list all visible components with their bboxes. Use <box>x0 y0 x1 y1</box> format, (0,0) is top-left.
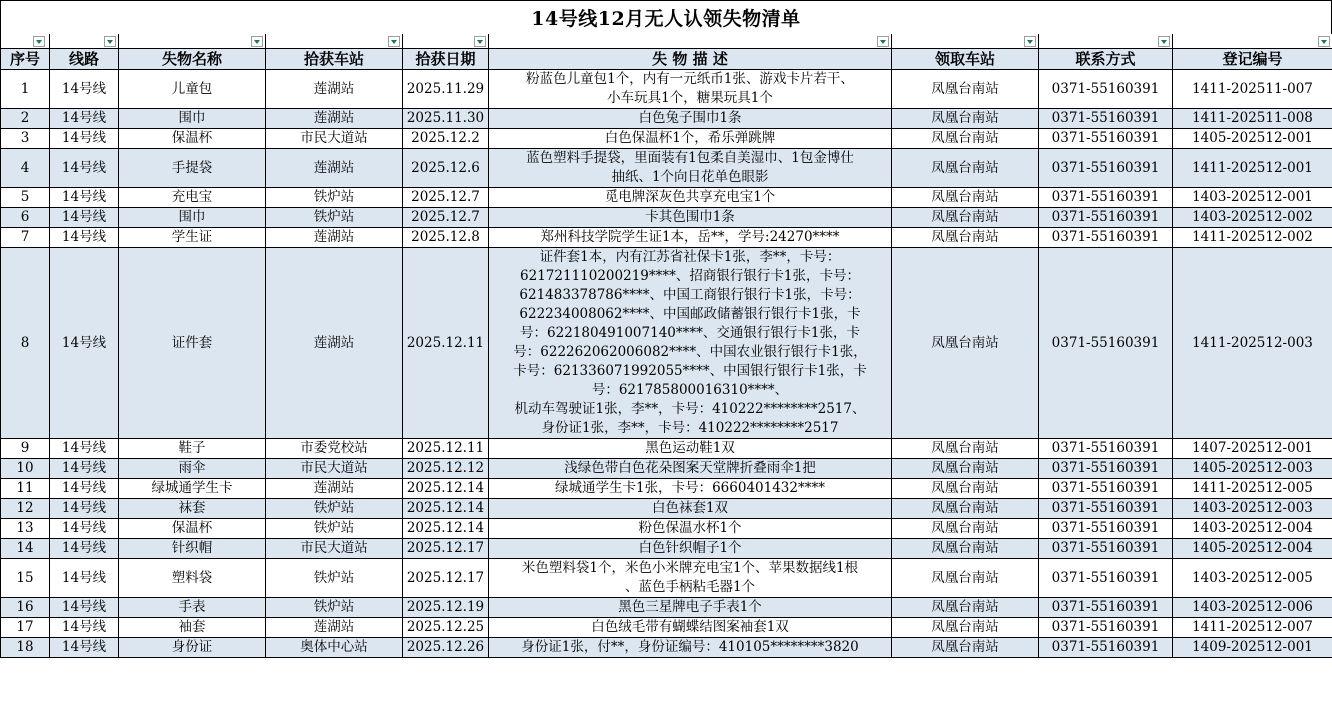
cell-item-name[interactable]: 绿城通学生卡 <box>119 479 266 499</box>
cell-item-name[interactable]: 围巾 <box>119 208 266 228</box>
cell-item-name[interactable]: 手表 <box>119 598 266 618</box>
cell-registration-no[interactable]: 1405-202512-004 <box>1173 539 1332 559</box>
cell-description[interactable] <box>489 248 892 439</box>
cell-contact[interactable]: 0371-55160391 <box>1039 598 1173 618</box>
table-row <box>1 459 1332 479</box>
cell-found-station[interactable]: 铁炉站 <box>266 208 403 228</box>
cell-no[interactable]: 8 <box>1 248 50 439</box>
cell-contact[interactable]: 0371-55160391 <box>1039 559 1173 598</box>
filter-dropdown-icon[interactable] <box>104 36 116 47</box>
cell-contact[interactable]: 0371-55160391 <box>1039 70 1173 109</box>
cell-found-station[interactable]: 铁炉站 <box>266 519 403 539</box>
header-found-date[interactable]: 拾获日期 <box>403 49 489 70</box>
cell-found-station[interactable]: 莲湖站 <box>266 149 403 188</box>
table-row <box>1 638 1332 658</box>
cell-line[interactable]: 14号线 <box>50 129 119 149</box>
description-line: 绿城通学生卡1张，卡号：6660401432**** <box>555 480 825 496</box>
description-line: 机动车驾驶证1张，李**，卡号：410222********2517、 <box>514 401 866 417</box>
filter-dropdown-icon[interactable] <box>1318 36 1330 47</box>
cell-no[interactable]: 2 <box>1 109 50 129</box>
cell-item-name[interactable]: 塑料袋 <box>119 559 266 598</box>
cell-description[interactable] <box>489 459 892 479</box>
cell-description[interactable] <box>489 188 892 208</box>
description-line: 粉色保温水杯1个 <box>638 520 742 536</box>
cell-found-station[interactable]: 莲湖站 <box>266 70 403 109</box>
cell-line[interactable]: 14号线 <box>50 188 119 208</box>
cell-found-station[interactable]: 莲湖站 <box>266 109 403 129</box>
cell-registration-no[interactable]: 1409-202512-001 <box>1173 638 1332 658</box>
filter-dropdown-icon[interactable] <box>1024 36 1036 47</box>
table-row <box>1 559 1332 598</box>
filter-dropdown-icon[interactable] <box>33 36 45 47</box>
description-line: 蓝色塑料手提袋，里面装有1包柔自美湿巾、1包金博仕 <box>526 150 854 166</box>
cell-no[interactable]: 1 <box>1 70 50 109</box>
cell-pickup-station[interactable]: 凤凰台南站 <box>892 129 1039 149</box>
page-title: 14号线12月无人认领失物清单 <box>531 8 801 30</box>
cell-found-date[interactable]: 2025.12.2 <box>403 129 489 149</box>
table-row <box>1 598 1332 618</box>
cell-found-station[interactable]: 铁炉站 <box>266 188 403 208</box>
cell-found-station[interactable]: 莲湖站 <box>266 618 403 638</box>
cell-registration-no[interactable]: 1403-202512-005 <box>1173 559 1332 598</box>
description-line: 浅绿色带白色花朵图案天堂牌折叠雨伞1把 <box>564 460 816 476</box>
table-row <box>1 109 1332 129</box>
cell-item-name[interactable]: 学生证 <box>119 228 266 248</box>
header-no[interactable]: 序号 <box>1 49 50 70</box>
filter-cell <box>266 34 403 49</box>
table-row <box>1 618 1332 638</box>
cell-registration-no[interactable]: 1411-202512-003 <box>1173 248 1332 439</box>
cell-no[interactable]: 18 <box>1 638 50 658</box>
cell-found-station[interactable]: 市委党校站 <box>266 439 403 459</box>
header-pickup-station[interactable]: 领取车站 <box>892 49 1039 70</box>
cell-pickup-station[interactable]: 凤凰台南站 <box>892 479 1039 499</box>
filter-dropdown-icon[interactable] <box>388 36 400 47</box>
title-row <box>0 0 1332 34</box>
cell-contact[interactable]: 0371-55160391 <box>1039 459 1173 479</box>
cell-registration-no[interactable]: 1411-202512-007 <box>1173 618 1332 638</box>
cell-description[interactable] <box>489 638 892 658</box>
description-line: 证件套1本，内有江苏省社保卡1张，李**，卡号： <box>539 249 841 265</box>
filter-cell <box>1 34 50 49</box>
cell-contact[interactable]: 0371-55160391 <box>1039 638 1173 658</box>
table-row <box>1 208 1332 228</box>
table-row <box>1 228 1332 248</box>
cell-pickup-station[interactable]: 凤凰台南站 <box>892 208 1039 228</box>
cell-found-date[interactable]: 2025.12.7 <box>403 188 489 208</box>
table-row <box>1 479 1332 499</box>
description-line: 白色绒毛带有蝴蝶结图案袖套1双 <box>591 619 789 635</box>
cell-found-date[interactable]: 2025.12.14 <box>403 519 489 539</box>
cell-pickup-station[interactable]: 凤凰台南站 <box>892 559 1039 598</box>
cell-no[interactable]: 11 <box>1 479 50 499</box>
cell-found-station[interactable]: 莲湖站 <box>266 479 403 499</box>
cell-registration-no[interactable]: 1411-202512-005 <box>1173 479 1332 499</box>
header-contact[interactable]: 联系方式 <box>1039 49 1173 70</box>
cell-found-date[interactable]: 2025.12.19 <box>403 598 489 618</box>
cell-no[interactable]: 17 <box>1 618 50 638</box>
cell-contact[interactable]: 0371-55160391 <box>1039 208 1173 228</box>
filter-cell <box>119 34 266 49</box>
cell-found-date[interactable]: 2025.12.26 <box>403 638 489 658</box>
cell-no[interactable]: 4 <box>1 149 50 188</box>
filter-cell <box>1039 34 1173 49</box>
cell-line[interactable]: 14号线 <box>50 539 119 559</box>
cell-line[interactable]: 14号线 <box>50 109 119 129</box>
cell-line[interactable]: 14号线 <box>50 228 119 248</box>
cell-no[interactable]: 3 <box>1 129 50 149</box>
cell-found-date[interactable]: 2025.12.14 <box>403 479 489 499</box>
filter-cell <box>403 34 489 49</box>
description-line: 白色袜套1双 <box>651 500 729 516</box>
cell-contact[interactable]: 0371-55160391 <box>1039 479 1173 499</box>
cell-found-station[interactable]: 铁炉站 <box>266 499 403 519</box>
cell-item-name[interactable]: 儿童包 <box>119 70 266 109</box>
cell-found-date[interactable]: 2025.12.11 <box>403 439 489 459</box>
cell-pickup-station[interactable]: 凤凰台南站 <box>892 499 1039 519</box>
header-description[interactable]: 失 物 描 述 <box>489 49 892 70</box>
cell-found-date[interactable]: 2025.12.7 <box>403 208 489 228</box>
cell-no[interactable]: 5 <box>1 188 50 208</box>
cell-no[interactable]: 12 <box>1 499 50 519</box>
description-line: 号：622180491007140****、交通银行银行卡1张，卡 <box>520 325 860 341</box>
cell-description[interactable] <box>489 519 892 539</box>
cell-found-date[interactable]: 2025.12.12 <box>403 459 489 479</box>
cell-no[interactable]: 15 <box>1 559 50 598</box>
cell-description[interactable] <box>489 208 892 228</box>
cell-found-date[interactable]: 2025.11.30 <box>403 109 489 129</box>
cell-pickup-station[interactable]: 凤凰台南站 <box>892 539 1039 559</box>
table-row <box>1 248 1332 439</box>
cell-item-name[interactable]: 袜套 <box>119 499 266 519</box>
cell-pickup-station[interactable]: 凤凰台南站 <box>892 109 1039 129</box>
cell-found-date[interactable]: 2025.12.11 <box>403 248 489 439</box>
table-row <box>1 499 1332 519</box>
cell-description[interactable] <box>489 439 892 459</box>
description-line: 米色塑料袋1个，米色小米牌充电宝1个、苹果数据线1根 <box>521 560 859 576</box>
cell-contact[interactable]: 0371-55160391 <box>1039 618 1173 638</box>
description-line: 白色兔子围巾1条 <box>638 110 742 126</box>
table-row <box>1 70 1332 109</box>
cell-no[interactable]: 16 <box>1 598 50 618</box>
cell-pickup-station[interactable]: 凤凰台南站 <box>892 188 1039 208</box>
cell-line[interactable]: 14号线 <box>50 499 119 519</box>
filter-dropdown-icon[interactable] <box>1158 36 1170 47</box>
description-line: 号：622262062006082****、中国农业银行银行卡1张， <box>513 344 867 360</box>
cell-registration-no[interactable]: 1407-202512-001 <box>1173 439 1332 459</box>
filter-dropdown-icon[interactable] <box>251 36 263 47</box>
cell-line[interactable]: 14号线 <box>50 459 119 479</box>
cell-line[interactable]: 14号线 <box>50 559 119 598</box>
description-line: 抽纸、1个向日花单色眼影 <box>611 169 769 185</box>
cell-contact[interactable]: 0371-55160391 <box>1039 519 1173 539</box>
cell-contact[interactable]: 0371-55160391 <box>1039 439 1173 459</box>
cell-no[interactable]: 14 <box>1 539 50 559</box>
description-line: 小车玩具1个，糖果玩具1个 <box>607 90 773 106</box>
filter-cell <box>489 34 892 49</box>
cell-item-name[interactable]: 身份证 <box>119 638 266 658</box>
cell-found-station[interactable]: 铁炉站 <box>266 559 403 598</box>
description-line: 觅电牌深灰色共享充电宝1个 <box>604 189 776 205</box>
cell-registration-no[interactable]: 1411-202511-007 <box>1173 70 1332 109</box>
cell-description[interactable] <box>489 598 892 618</box>
cell-description[interactable] <box>489 109 892 129</box>
cell-pickup-station[interactable]: 凤凰台南站 <box>892 149 1039 188</box>
cell-item-name[interactable]: 鞋子 <box>119 439 266 459</box>
cell-no[interactable]: 6 <box>1 208 50 228</box>
cell-description[interactable] <box>489 539 892 559</box>
cell-item-name[interactable]: 雨伞 <box>119 459 266 479</box>
cell-line[interactable]: 14号线 <box>50 638 119 658</box>
description-line: 622234008062****、中国邮政储蓄银行银行卡1张，卡 <box>519 306 861 322</box>
cell-item-name[interactable]: 证件套 <box>119 248 266 439</box>
description-line: 、蓝色手柄粘毛器1个 <box>624 579 756 595</box>
cell-registration-no[interactable]: 1405-202512-003 <box>1173 459 1332 479</box>
cell-item-name[interactable]: 袖套 <box>119 618 266 638</box>
cell-pickup-station[interactable]: 凤凰台南站 <box>892 519 1039 539</box>
table-row <box>1 519 1332 539</box>
cell-no[interactable]: 10 <box>1 459 50 479</box>
cell-registration-no[interactable]: 1405-202512-001 <box>1173 129 1332 149</box>
cell-found-date[interactable]: 2025.12.25 <box>403 618 489 638</box>
cell-pickup-station[interactable]: 凤凰台南站 <box>892 70 1039 109</box>
cell-line[interactable]: 14号线 <box>50 70 119 109</box>
cell-found-date[interactable]: 2025.12.8 <box>403 228 489 248</box>
cell-found-station[interactable]: 市民大道站 <box>266 129 403 149</box>
table-row <box>1 129 1332 149</box>
cell-registration-no[interactable]: 1403-202512-004 <box>1173 519 1332 539</box>
cell-found-date[interactable]: 2025.12.17 <box>403 559 489 598</box>
table-row <box>1 188 1332 208</box>
cell-found-date[interactable]: 2025.12.6 <box>403 149 489 188</box>
cell-pickup-station[interactable]: 凤凰台南站 <box>892 618 1039 638</box>
cell-no[interactable]: 9 <box>1 439 50 459</box>
cell-registration-no[interactable]: 1411-202512-001 <box>1173 149 1332 188</box>
description-line: 号：621785800016310****、 <box>591 382 789 398</box>
cell-registration-no[interactable]: 1411-202512-002 <box>1173 228 1332 248</box>
cell-registration-no[interactable]: 1403-202512-006 <box>1173 598 1332 618</box>
cell-found-date[interactable]: 2025.12.17 <box>403 539 489 559</box>
cell-pickup-station[interactable]: 凤凰台南站 <box>892 248 1039 439</box>
cell-pickup-station[interactable]: 凤凰台南站 <box>892 439 1039 459</box>
cell-found-station[interactable]: 市民大道站 <box>266 539 403 559</box>
cell-description[interactable] <box>489 479 892 499</box>
cell-description[interactable] <box>489 618 892 638</box>
filter-dropdown-icon[interactable] <box>877 36 889 47</box>
cell-item-name[interactable]: 围巾 <box>119 109 266 129</box>
cell-line[interactable]: 14号线 <box>50 618 119 638</box>
cell-line[interactable]: 14号线 <box>50 519 119 539</box>
cell-line[interactable]: 14号线 <box>50 479 119 499</box>
cell-item-name[interactable]: 手提袋 <box>119 149 266 188</box>
cell-found-date[interactable]: 2025.12.14 <box>403 499 489 519</box>
header-item-name[interactable]: 失物名称 <box>119 49 266 70</box>
description-line: 白色针织帽子1个 <box>638 540 742 556</box>
cell-line[interactable]: 14号线 <box>50 598 119 618</box>
cell-description[interactable] <box>489 559 892 598</box>
cell-found-date[interactable]: 2025.11.29 <box>403 70 489 109</box>
header-found-station[interactable]: 拾获车站 <box>266 49 403 70</box>
cell-pickup-station[interactable]: 凤凰台南站 <box>892 598 1039 618</box>
description-line: 粉蓝色儿童包1个，内有一元纸币1张、游戏卡片若干、 <box>526 71 854 87</box>
cell-found-station[interactable]: 铁炉站 <box>266 598 403 618</box>
cell-found-station[interactable]: 市民大道站 <box>266 459 403 479</box>
cell-description[interactable] <box>489 129 892 149</box>
cell-line[interactable]: 14号线 <box>50 149 119 188</box>
cell-line[interactable]: 14号线 <box>50 439 119 459</box>
cell-contact[interactable]: 0371-55160391 <box>1039 539 1173 559</box>
description-line: 郑州科技学院学生证1本，岳**，学号:24270**** <box>540 229 840 245</box>
cell-item-name[interactable]: 针织帽 <box>119 539 266 559</box>
table-row <box>1 149 1332 188</box>
cell-no[interactable]: 7 <box>1 228 50 248</box>
header-row <box>1 49 1332 70</box>
filter-cell <box>1173 34 1332 49</box>
filter-row <box>1 34 1332 49</box>
cell-item-name[interactable]: 保温杯 <box>119 519 266 539</box>
cell-contact[interactable]: 0371-55160391 <box>1039 228 1173 248</box>
description-line: 卡其色围巾1条 <box>645 209 735 225</box>
cell-registration-no[interactable]: 1403-202512-001 <box>1173 188 1332 208</box>
filter-cell <box>892 34 1039 49</box>
cell-contact[interactable]: 0371-55160391 <box>1039 248 1173 439</box>
cell-registration-no[interactable]: 1403-202512-003 <box>1173 499 1332 519</box>
cell-description[interactable] <box>489 149 892 188</box>
cell-line[interactable]: 14号线 <box>50 208 119 228</box>
cell-found-station[interactable]: 莲湖站 <box>266 248 403 439</box>
cell-contact[interactable]: 0371-55160391 <box>1039 109 1173 129</box>
description-line: 白色保温杯1个，希乐弹跳牌 <box>604 130 776 146</box>
cell-line[interactable]: 14号线 <box>50 248 119 439</box>
cell-item-name[interactable]: 充电宝 <box>119 188 266 208</box>
description-line: 卡号：621336071992055****、中国银行银行卡1张，卡 <box>513 363 867 379</box>
cell-registration-no[interactable]: 1411-202511-008 <box>1173 109 1332 129</box>
header-line[interactable]: 线路 <box>50 49 119 70</box>
cell-description[interactable] <box>489 70 892 109</box>
cell-contact[interactable]: 0371-55160391 <box>1039 129 1173 149</box>
description-line: 黑色运动鞋1双 <box>645 440 735 456</box>
table-row <box>1 539 1332 559</box>
description-line: 621483378786****、中国工商银行银行卡1张，卡号： <box>519 287 861 303</box>
header-registration-no[interactable]: 登记编号 <box>1173 49 1332 70</box>
description-line: 黑色三星牌电子手表1个 <box>618 599 762 615</box>
cell-pickup-station[interactable]: 凤凰台南站 <box>892 459 1039 479</box>
cell-contact[interactable]: 0371-55160391 <box>1039 149 1173 188</box>
cell-description[interactable] <box>489 499 892 519</box>
cell-contact[interactable]: 0371-55160391 <box>1039 499 1173 519</box>
cell-contact[interactable]: 0371-55160391 <box>1039 188 1173 208</box>
cell-description[interactable] <box>489 228 892 248</box>
cell-no[interactable]: 13 <box>1 519 50 539</box>
filter-dropdown-icon[interactable] <box>474 36 486 47</box>
cell-pickup-station[interactable]: 凤凰台南站 <box>892 638 1039 658</box>
cell-found-station[interactable]: 莲湖站 <box>266 228 403 248</box>
filter-cell <box>50 34 119 49</box>
cell-registration-no[interactable]: 1403-202512-002 <box>1173 208 1332 228</box>
cell-pickup-station[interactable]: 凤凰台南站 <box>892 228 1039 248</box>
description-line: 621721110200219****、招商银行银行卡1张，卡号： <box>520 268 860 284</box>
cell-item-name[interactable]: 保温杯 <box>119 129 266 149</box>
description-line: 身份证1张，付**，身份证编号：410105********3820 <box>521 639 859 655</box>
lost-items-table <box>0 34 1332 658</box>
cell-found-station[interactable]: 奥体中心站 <box>266 638 403 658</box>
description-line: 身份证1张，李**，卡号：410222********2517 <box>541 420 839 436</box>
table-row <box>1 439 1332 459</box>
